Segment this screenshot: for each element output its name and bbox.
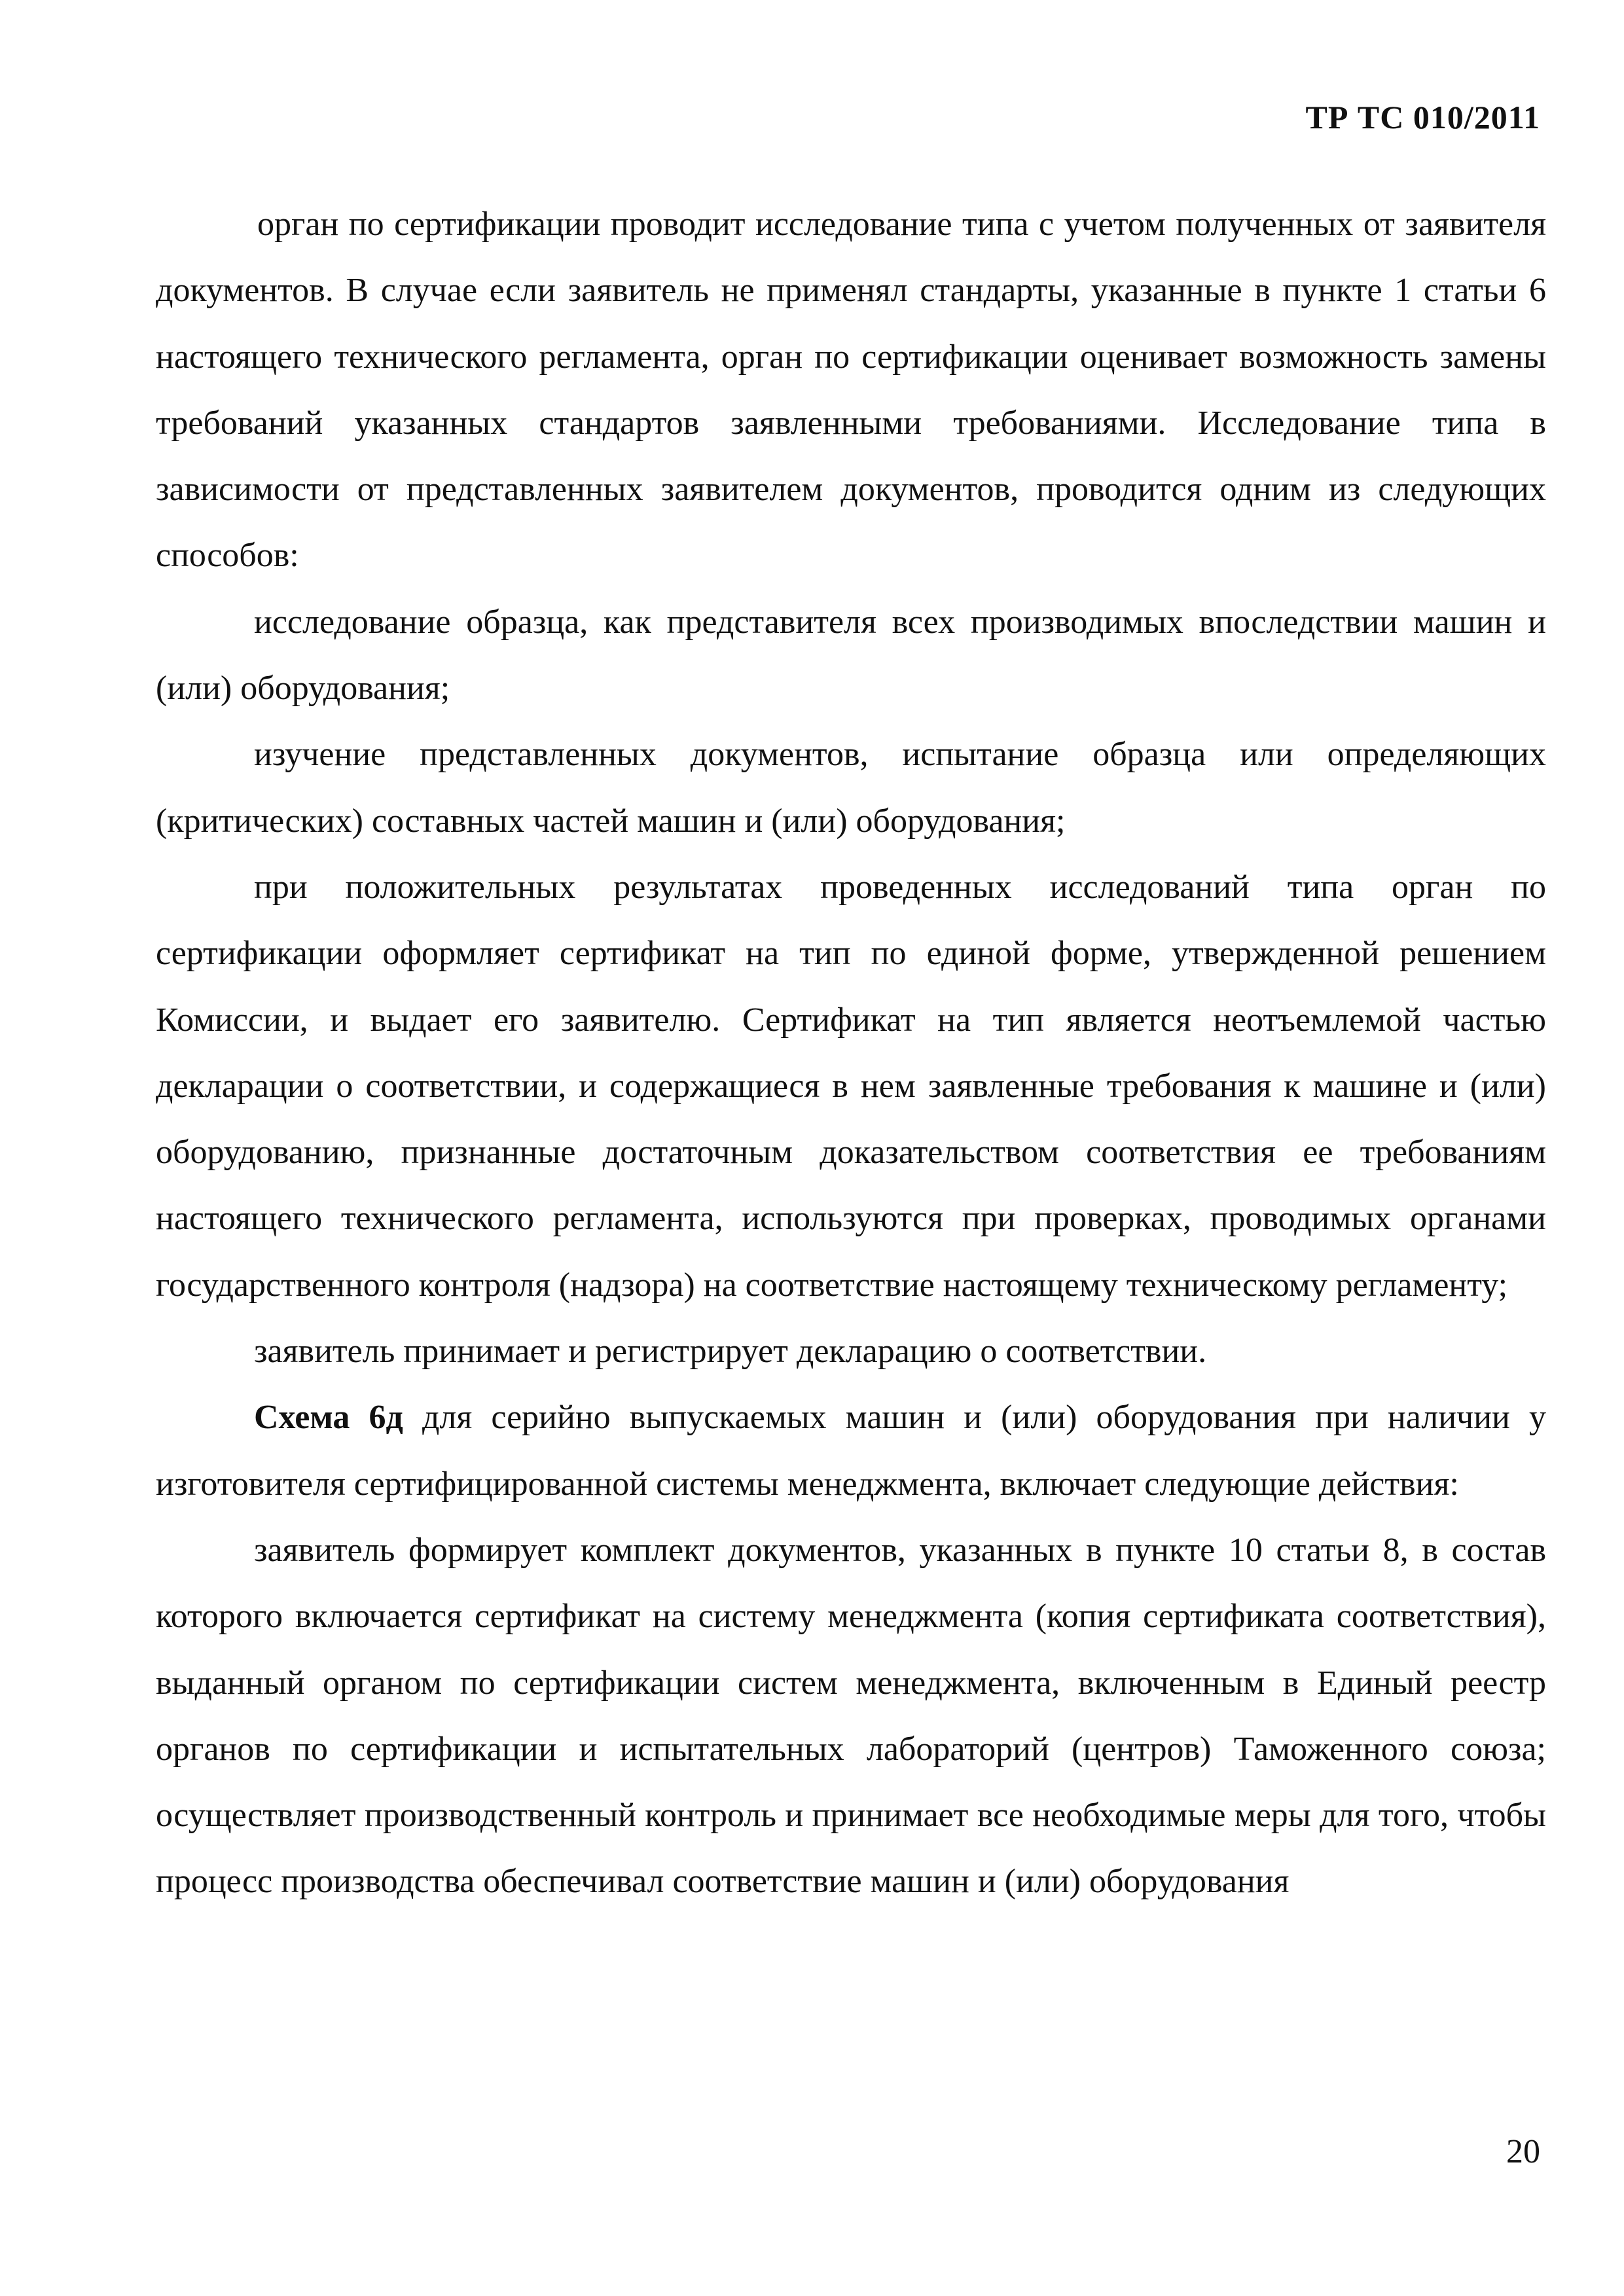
paragraph-sample-examination: исследование образца, как представителя всех производимых впоследствии машин и (или) оборудования; (156, 603, 1546, 708)
paragraph-type-examination: орган по сертификации проводит исследование типа с учетом полученных от заявителя документов. В случае если заявитель не применял стандарты, указанные в пункте 1 статьи 6 настоящего технического регламента, орган по сертификации оценивает возможность замены требований указанных стандартов заявленными требованиями. Исследование типа в зависимости от представленных заявителем документов, проводится одним из следующих способов: (156, 206, 1546, 575)
paragraph-document-set: заявитель формирует комплект документов, указанных в пункте 10 статьи 8, в состав которого включается сертификат на систему менеджмента (копия сертификата соответствия), выданный органом по сертификации систем менеджмента, включенным в Единый реестр органов по сертификации и испытательных лабораторий (центров) Таможенного союза; осуществляет производственный контроль и принимает все необходимые меры для того, чтобы процесс производства обеспечивал соответствие машин и (или) оборудования (156, 1531, 1546, 1901)
paragraph-declaration-registration: заявитель принимает и регистрирует декларацию о соответствии. (254, 1333, 1207, 1371)
page-number: 20 (1506, 2133, 1540, 2170)
document-body (156, 191, 1546, 1915)
paragraph-document-study: изучение представленных документов, испытание образца или определяющих (критических) составных частей машин и (или) оборудования; (156, 736, 1546, 840)
paragraph-type-certificate: при положительных результатах проведенных исследований типа орган по сертификации оформляет сертификат на тип по единой форме, утвержденной решением Комиссии, и выдает его заявителю. Сертификат на тип является неотъемлемой частью декларации о соответствии, и содержащиеся в нем заявленные требования к машине и (или) оборудованию, признанные достаточным доказательством соответствия ее требованиям настоящего технического регламента, используются при проверках, проводимых органами государственного контроля (надзора) на соответствие настоящему техническому регламенту; (156, 868, 1546, 1304)
paragraph-scheme-6d (156, 1384, 1546, 1517)
scheme-title: Схема 6д (254, 1399, 403, 1437)
scheme-description: для серийно выпускаемых машин и (или) оборудования при наличии у изготовителя сертифицированной системы менеджмента, включает следующие действия: (156, 1399, 1546, 1503)
document-code-header: ТР ТС 010/2011 (1305, 99, 1540, 135)
